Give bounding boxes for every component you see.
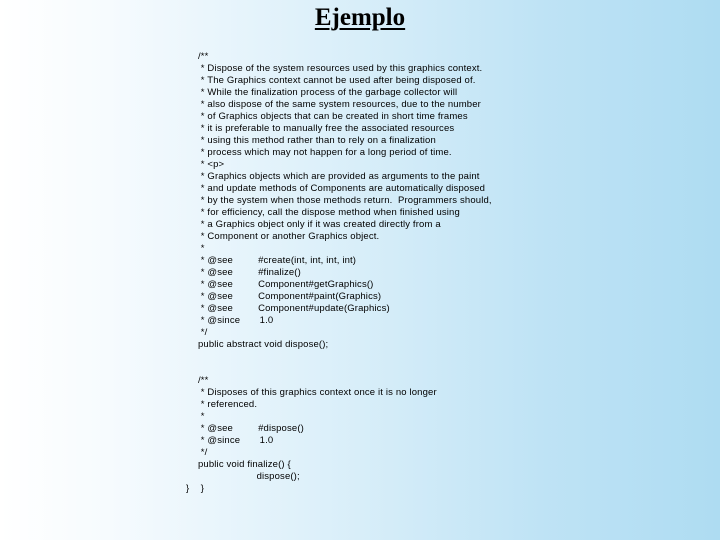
code-line: * @see Component#paint(Graphics) <box>198 291 382 302</box>
code-line: public abstract void dispose(); <box>198 339 329 350</box>
code-line: } <box>198 483 205 494</box>
code-line: * process which may not happen for a long period of time. <box>198 147 452 158</box>
code-line: * also dispose of the same system resources, due to the number <box>198 99 481 110</box>
code-block <box>198 51 492 495</box>
slide-title: Ejemplo <box>314 4 406 31</box>
code-line <box>198 351 492 363</box>
code-line: * While the finalization process of the garbage collector will <box>198 87 458 98</box>
code-line: * @see #create(int, int, int, int) <box>198 255 357 266</box>
code-line: public void finalize() { <box>198 459 291 470</box>
code-line: * <box>198 411 205 422</box>
code-line: * using this method rather than to rely on a finalization <box>198 135 436 146</box>
code-line: * Dispose of the system resources used by this graphics context. <box>198 63 483 74</box>
code-line: * Disposes of this graphics context once it is no longer <box>198 387 437 398</box>
code-line: * of Graphics objects that can be created in short time frames <box>198 111 468 122</box>
code-line: * @see #finalize() <box>198 267 301 278</box>
code-line: * by the system when those methods return. Programmers should, <box>198 195 492 206</box>
code-line: * <box>198 243 205 254</box>
code-line: * Component or another Graphics object. <box>198 231 380 242</box>
code-line: * it is preferable to manually free the associated resources <box>198 123 455 134</box>
code-line <box>198 363 492 375</box>
code-line: * @since 1.0 <box>198 435 274 446</box>
code-line: * @see Component#getGraphics() <box>198 279 374 290</box>
code-line: * for efficiency, call the dispose method when finished using <box>198 207 460 218</box>
closing-brace: } <box>186 483 190 494</box>
code-line: * and update methods of Components are automatically disposed <box>198 183 486 194</box>
code-line: */ <box>198 447 208 458</box>
code-line: * @see #dispose() <box>198 423 304 434</box>
code-line: * @see Component#update(Graphics) <box>198 303 390 314</box>
code-line: */ <box>198 327 208 338</box>
code-line: * referenced. <box>198 399 258 410</box>
code-line: * a Graphics object only if it was created directly from a <box>198 219 441 230</box>
code-line: /** <box>198 51 209 62</box>
code-line: * The Graphics context cannot be used after being disposed of. <box>198 75 476 86</box>
code-line: dispose(); <box>198 471 300 482</box>
code-line: * Graphics objects which are provided as arguments to the paint <box>198 171 480 182</box>
code-line: * @since 1.0 <box>198 315 274 326</box>
code-line: /** <box>198 375 209 386</box>
code-line: * <p> <box>198 159 225 170</box>
